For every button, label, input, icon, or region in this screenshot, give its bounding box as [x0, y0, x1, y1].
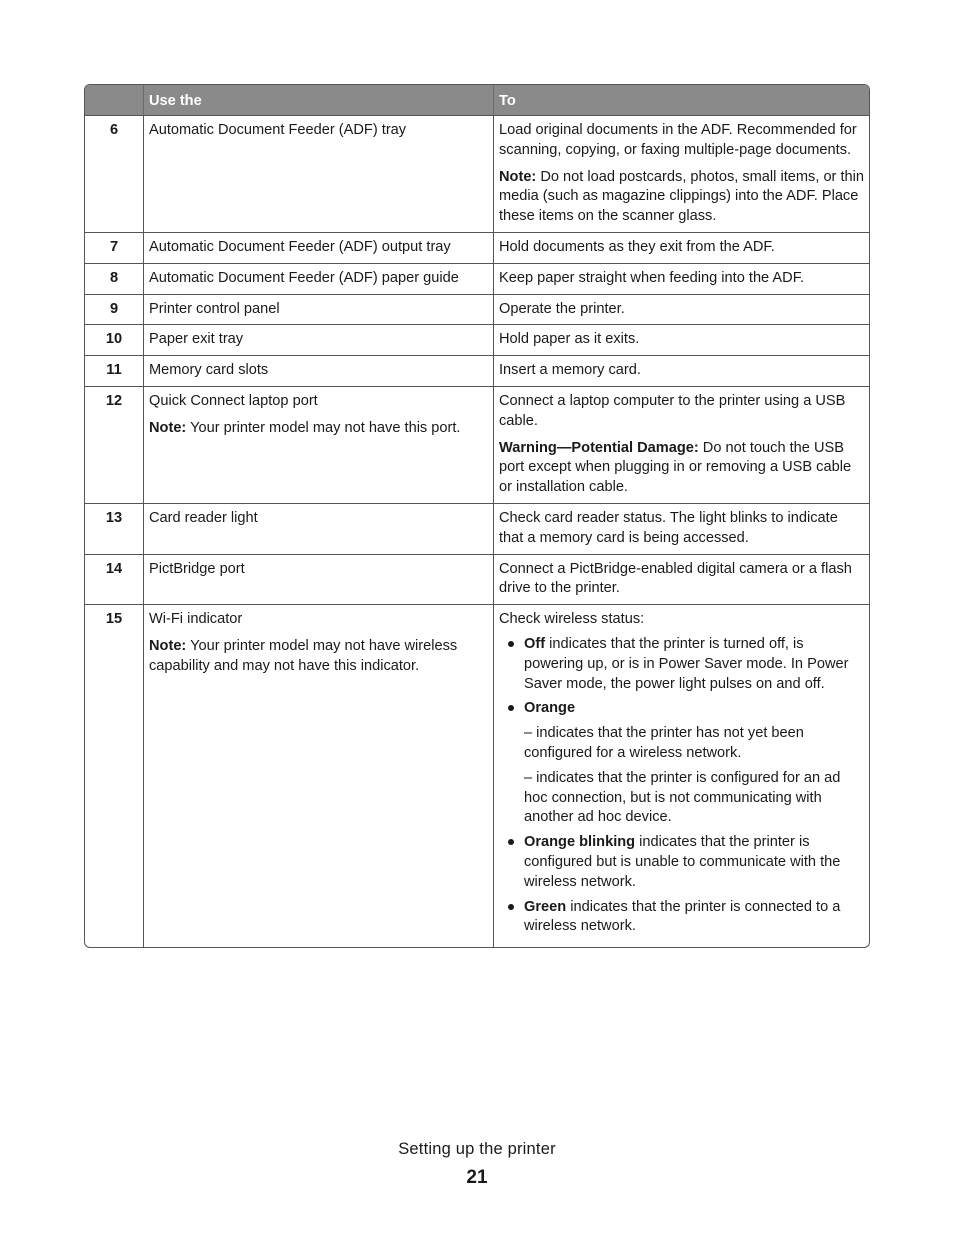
- status-text: indicates that the printer is connected to a wireless network.: [524, 898, 841, 935]
- to-text: Check wireless status:: [499, 611, 645, 628]
- row-use: Memory card slots: [143, 355, 493, 386]
- list-item: [499, 898, 865, 938]
- status-label: Green: [524, 898, 567, 915]
- row-to: Hold paper as it exits.: [493, 324, 869, 355]
- row-number: 12: [85, 386, 143, 503]
- row-use: Card reader light: [143, 503, 493, 554]
- note: [499, 168, 865, 227]
- warning-text: Do not touch the USB port except when plugging in or removing a USB cable or installation cable.: [499, 439, 852, 496]
- table-row: [85, 604, 869, 947]
- row-number: 6: [85, 115, 143, 232]
- note-text: Your printer model may not have this port.: [186, 419, 461, 436]
- row-use: [143, 604, 493, 947]
- list-item: [499, 833, 865, 892]
- status-text: indicates that the printer is turned off, is powering up, or is in Power Saver mode. In Power Saver mode, the power light pulses on and off.: [524, 635, 849, 692]
- footer-section-title: Setting up the printer: [398, 1140, 556, 1158]
- to-text: Connect a laptop computer to the printer using a USB cable.: [499, 392, 846, 429]
- status-subtext: – indicates that the printer is configured for an ad hoc connection, but is not communicating with another ad hoc device.: [524, 769, 841, 826]
- list-item: [499, 699, 865, 828]
- row-number: 7: [85, 232, 143, 263]
- list-item: [499, 635, 865, 694]
- row-use: Automatic Document Feeder (ADF) paper guide: [143, 263, 493, 294]
- row-to: [493, 386, 869, 503]
- header-use-the: Use the: [143, 85, 493, 115]
- status-list: [499, 635, 865, 937]
- row-number: 11: [85, 355, 143, 386]
- table-row: [85, 115, 869, 232]
- row-to: [493, 115, 869, 232]
- status-label: Off: [524, 635, 546, 652]
- row-number: 9: [85, 294, 143, 325]
- to-text: Load original documents in the ADF. Recommended for scanning, copying, or faxing multiple-page documents.: [499, 122, 857, 158]
- table-row: [85, 554, 869, 605]
- table-row: [85, 324, 869, 355]
- table-row: [85, 263, 869, 294]
- status-label: Orange: [524, 700, 576, 717]
- note-label: Note:: [149, 637, 187, 654]
- use-text: Quick Connect laptop port: [149, 392, 318, 409]
- row-to: Connect a PictBridge-enabled digital camera or a flash drive to the printer.: [493, 554, 869, 605]
- row-to: Check card reader status. The light blinks to indicate that a memory card is being accessed.: [493, 503, 869, 554]
- note-label: Note:: [499, 168, 537, 185]
- warning: [499, 439, 865, 498]
- use-text: Wi-Fi indicator: [149, 611, 243, 628]
- status-text: indicates that the printer is configured but is unable to communicate with the wireless network.: [524, 834, 841, 890]
- table-header-row: [85, 85, 869, 115]
- row-to: Operate the printer.: [493, 294, 869, 325]
- row-use: Automatic Document Feeder (ADF) output tray: [143, 232, 493, 263]
- row-to: Keep paper straight when feeding into the ADF.: [493, 263, 869, 294]
- note: [149, 637, 489, 677]
- use-text: Automatic Document Feeder (ADF) tray: [149, 122, 407, 138]
- row-use: [143, 386, 493, 503]
- row-number: 15: [85, 604, 143, 947]
- warning-label: Warning—Potential Damage:: [499, 439, 699, 456]
- status-subtext: – indicates that the printer has not yet been configured for a wireless network.: [524, 725, 804, 761]
- row-number: 10: [85, 324, 143, 355]
- table-row: [85, 232, 869, 263]
- row-use: Paper exit tray: [143, 324, 493, 355]
- header-to: To: [493, 85, 869, 115]
- header-number: [85, 85, 143, 115]
- row-use: [143, 115, 493, 232]
- note-text: Do not load postcards, photos, small items, or thin media (such as magazine clippings) into the ADF. Place these items on the scanner glass.: [499, 168, 865, 225]
- page-number: 21: [466, 1167, 488, 1188]
- note: [149, 419, 489, 439]
- parts-table: [84, 84, 870, 948]
- table-row: [85, 386, 869, 503]
- table-row: [85, 294, 869, 325]
- row-number: 8: [85, 263, 143, 294]
- table-row: [85, 355, 869, 386]
- row-use: Printer control panel: [143, 294, 493, 325]
- row-number: 14: [85, 554, 143, 605]
- row-to: Insert a memory card.: [493, 355, 869, 386]
- row-number: 13: [85, 503, 143, 554]
- note-label: Note:: [149, 419, 187, 436]
- table-row: [85, 503, 869, 554]
- row-to: [493, 604, 869, 947]
- row-to: Hold documents as they exit from the ADF.: [493, 232, 869, 263]
- note-text: Your printer model may not have wireless capability and may not have this indicator.: [149, 637, 458, 674]
- status-label: Orange blinking: [524, 834, 636, 851]
- row-use: PictBridge port: [143, 554, 493, 605]
